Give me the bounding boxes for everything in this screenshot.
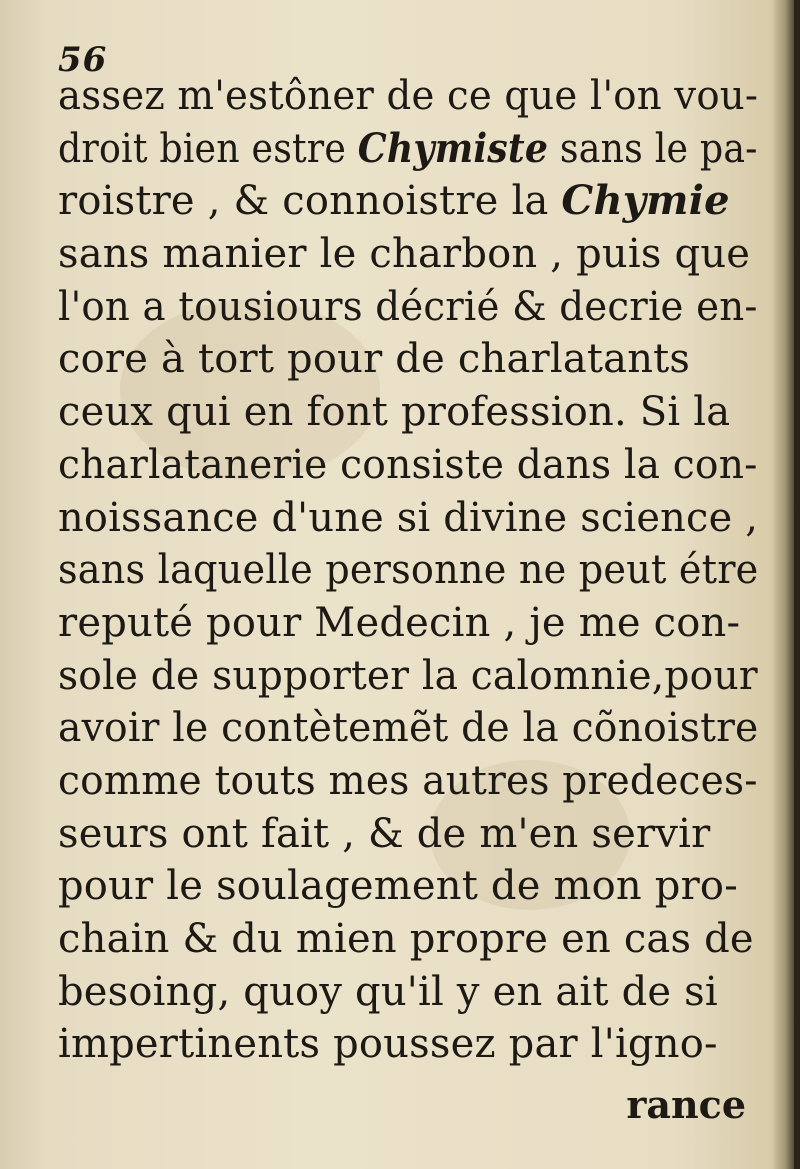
text-run: avoir le contètemẽt de la cõnoistre	[58, 705, 759, 752]
text-line	[58, 439, 758, 492]
text-line	[58, 597, 758, 650]
text-run: chain & du mien propre en cas de	[58, 916, 754, 962]
text-line	[58, 966, 758, 1019]
text-run: core à tort pour de charlatants	[58, 336, 691, 383]
text-line	[58, 492, 759, 545]
italic-term: Chymiste	[357, 124, 549, 172]
text-run: sans laquelle personne ne peut étre	[58, 547, 759, 594]
text-run: assez m'estôner de ce que l'on vou-	[58, 73, 759, 119]
text-line	[58, 755, 758, 808]
text-run: besoing, quoy qu'il y en ait de si	[58, 968, 718, 1015]
text-line	[58, 386, 758, 439]
text-run: sans manier le charbon , puis que	[58, 231, 751, 278]
text-run: droit bien estre	[58, 125, 358, 172]
text-line	[58, 913, 758, 966]
page-gutter-shadow	[772, 0, 794, 1169]
text-line	[58, 70, 759, 123]
body-text	[58, 70, 758, 1071]
text-line	[58, 544, 759, 597]
text-run: ceux qui en font profession. Si la	[58, 389, 731, 436]
text-line	[58, 281, 758, 334]
text-run: pour le soulagement de mon pro-	[58, 863, 738, 910]
text-line	[58, 228, 758, 281]
text-line	[58, 1018, 758, 1071]
text-line	[58, 702, 759, 755]
text-run: comme touts mes autres predeces-	[58, 757, 758, 804]
text-run: sans le pa-	[548, 125, 758, 172]
text-run: sole de supporter la calomnie,pour	[58, 652, 758, 699]
text-line	[58, 175, 758, 228]
text-run: roistre , & connoistre la	[58, 178, 562, 225]
text-line	[58, 650, 758, 703]
text-run: seurs ont fait , & de m'en servir	[58, 810, 711, 857]
catchword: rance	[626, 1082, 746, 1127]
text-run: reputé pour Medecin , je me con-	[58, 599, 741, 646]
page-number: 56	[58, 40, 108, 80]
text-line	[58, 860, 758, 913]
text-line	[58, 333, 758, 386]
text-run: noissance d'une si divine science ,	[58, 494, 759, 541]
text-run: l'on a tousiours décrié & decrie en-	[58, 283, 758, 330]
text-run: impertinents poussez par l'igno-	[58, 1021, 718, 1068]
text-line	[58, 808, 758, 861]
text-line	[58, 123, 758, 176]
text-run: charlatanerie consiste dans la con-	[58, 441, 758, 488]
italic-term: Chymie	[561, 177, 730, 225]
